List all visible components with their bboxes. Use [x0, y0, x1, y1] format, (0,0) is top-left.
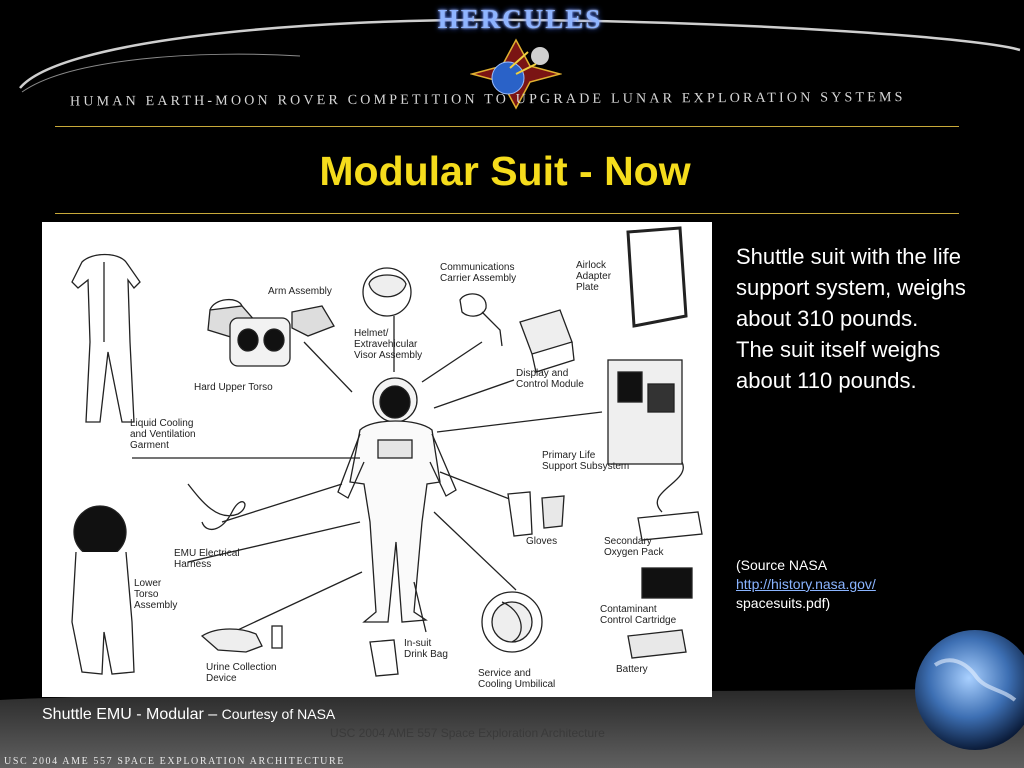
- label-urine-device: Urine Collection Device: [206, 662, 277, 684]
- label-service-umbilical: Service and Cooling Umbilical: [478, 668, 556, 690]
- label-primary-life-support: Primary Life Support Subsystem: [542, 450, 630, 472]
- source-citation: [736, 556, 976, 613]
- hercules-logo-text: HERCULES: [437, 4, 603, 34]
- header-subtitle: HUMAN EARTH-MOON ROVER COMPETITION TO UPGRADE LUNAR EXPLORATION SYSTEMS: [69, 90, 906, 110]
- label-contaminant-cartridge: Contaminant Control Cartridge: [600, 604, 677, 626]
- footer-banner: USC 2004 AME 557 SPACE EXPLORATION ARCHITECTURE: [4, 756, 345, 767]
- label-lower-torso: Lower Torso Assembly: [134, 578, 178, 611]
- label-drink-bag: In-suit Drink Bag: [404, 638, 448, 660]
- moon-icon: [531, 47, 549, 65]
- label-airlock-plate: Airlock Adapter Plate: [576, 260, 612, 293]
- label-helmet: Helmet/ Extravehicular Visor Assembly: [354, 328, 423, 361]
- label-gloves: Gloves: [526, 536, 558, 547]
- source-prefix: (Source NASA: [736, 557, 828, 573]
- label-hard-upper-torso: Hard Upper Torso: [194, 382, 273, 393]
- label-battery: Battery: [616, 664, 648, 675]
- label-display-control: Display and Control Module: [516, 368, 584, 390]
- label-arm-assembly: Arm Assembly: [268, 286, 332, 297]
- source-suffix: spacesuits.pdf): [736, 595, 831, 611]
- source-link[interactable]: http://history.nasa.gov/: [736, 576, 876, 592]
- description-line-1: Shuttle suit with the life support system, weighs about 310 pounds.: [736, 244, 966, 331]
- top-rule: [55, 126, 959, 127]
- caption-credit: Courtesy of NASA: [221, 706, 336, 722]
- label-secondary-oxygen: Secondary Oxygen Pack: [604, 536, 664, 558]
- label-comm-carrier: Communications Carrier Assembly: [440, 262, 517, 284]
- title-rule: [55, 213, 959, 214]
- description-line-2: The suit itself weighs about 110 pounds.: [736, 337, 941, 393]
- slide-title: Modular Suit - Now: [319, 148, 691, 194]
- emu-diagram: [42, 222, 712, 697]
- footer-course-text: USC 2004 AME 557 Space Exploration Architecture: [330, 726, 605, 740]
- suit-description: [736, 241, 976, 396]
- label-emu-harness: EMU Electrical Harness: [174, 548, 240, 570]
- caption-main: Shuttle EMU - Modular –: [42, 706, 218, 723]
- label-liquid-cooling: Liquid Cooling and Ventilation Garment: [130, 418, 196, 451]
- figure-caption: [42, 706, 335, 724]
